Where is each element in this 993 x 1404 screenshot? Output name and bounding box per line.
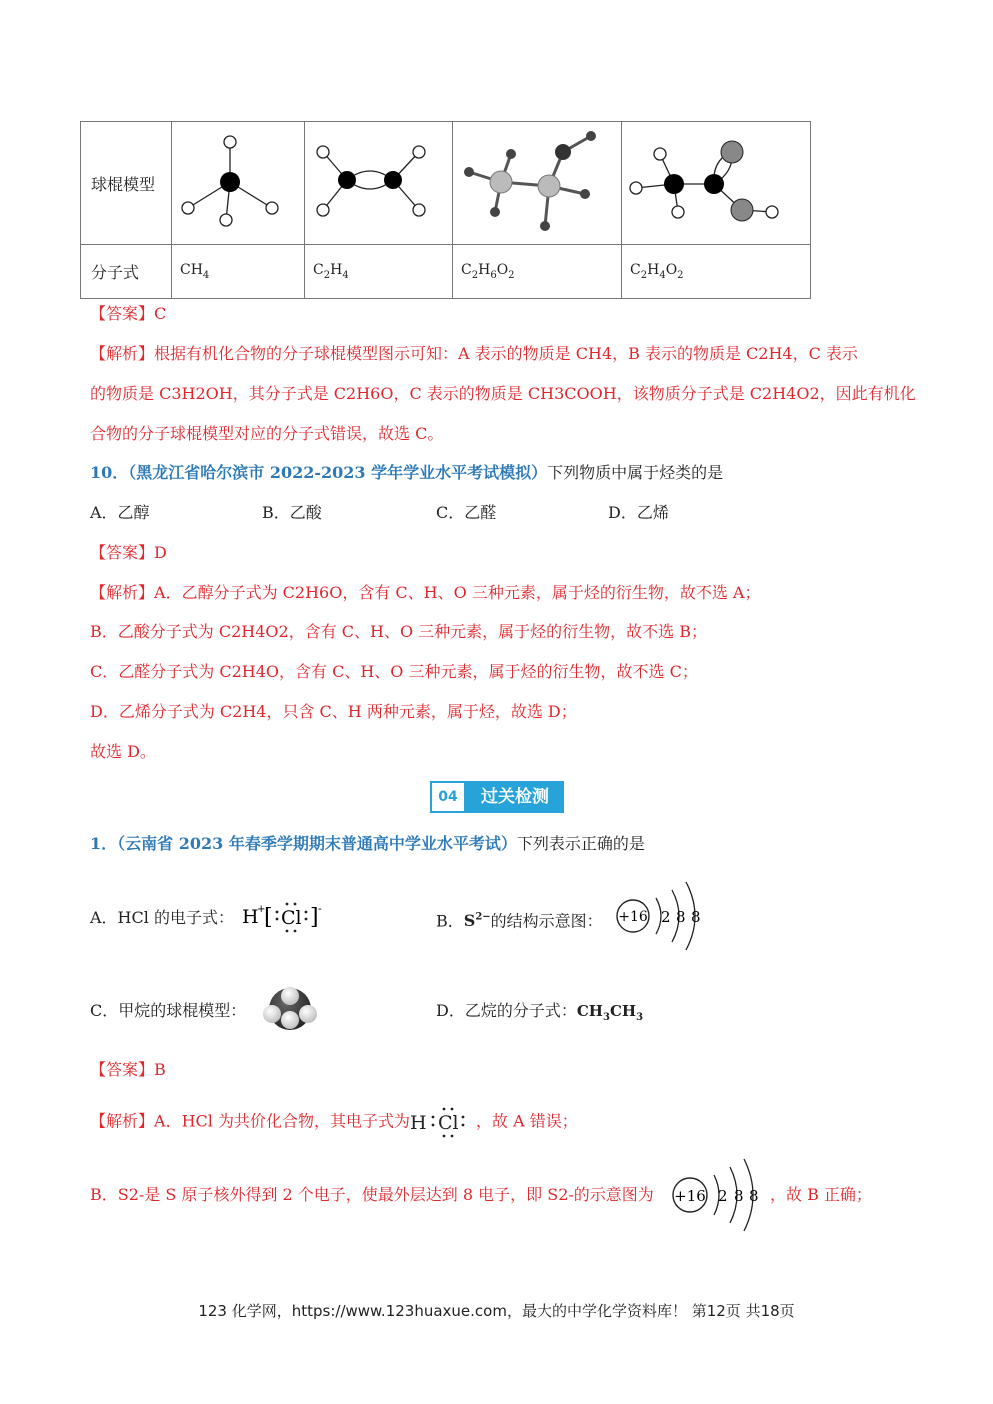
methane-space-filling-image xyxy=(258,984,322,1034)
formula-ch4: $CH_4$ xyxy=(172,245,305,299)
model-c2h6o2 xyxy=(453,122,622,245)
question-source: （黑龙江省哈尔滨市 2022-2023 学年学业水平考试模拟） xyxy=(128,463,548,482)
page-footer: 123 化学网，https://www.123huaxue.com，最大的中学化学资料库！ 第12页 共18页 xyxy=(198,1302,795,1320)
q1-option-c: C．甲烷的球棍模型： xyxy=(90,1001,247,1020)
analysis-text: 根据有机化合物的分子球棍模型图示可知：A 表示的物质是 CH4，B 表示的物质是 C2H4，C 表示 xyxy=(154,344,858,363)
q10-option-d: D．乙烯 xyxy=(608,503,669,522)
q1-stem xyxy=(90,834,645,854)
analysis-text: A．乙醇分子式为 C2H6O，含有 C、H、O 三种元素，属于烃的衍生物，故不选 A； xyxy=(154,583,761,602)
methane-model-image xyxy=(172,122,304,240)
analysis-text: B．S2-是 S 原子核外得到 2 个电子，使最外层达到 8 电子，即 S2-的示意图为 xyxy=(90,1185,654,1204)
shell-1: 2 xyxy=(718,1187,728,1205)
svg-text:[: [ xyxy=(264,905,273,930)
sulfide-structure-diagram xyxy=(614,876,704,956)
answer-tag: 【答案】 xyxy=(90,543,155,562)
svg-text:Cl: Cl xyxy=(437,1112,459,1134)
row-label-ball-stick: 球棍模型 xyxy=(81,122,172,245)
sulfide-ion: $S^{2-}$ xyxy=(463,911,491,931)
section-badge xyxy=(430,781,564,813)
acetic-acid-model-image xyxy=(622,122,810,240)
analysis-text: A．HCl 为共价化合物，其电子式为 xyxy=(154,1111,410,1131)
q1-option-d xyxy=(436,1001,643,1028)
q1-answer xyxy=(90,1060,166,1080)
svg-text:+16: +16 xyxy=(618,909,648,925)
ethane-formula: $CH_3CH_3$ xyxy=(576,1002,644,1023)
q10-option-a: A．乙醇 xyxy=(90,503,150,522)
sulfide-structure-diagram-analysis xyxy=(668,1155,764,1235)
svg-text:]: ] xyxy=(310,905,319,930)
q1-analysis-b-end: ，故 B 正确； xyxy=(770,1185,872,1204)
answer-tag: 【答案】 xyxy=(90,1060,155,1079)
row-label-formula: 分子式 xyxy=(81,245,172,299)
question-number: 1． xyxy=(90,834,118,853)
nucleus-charge: +16 xyxy=(674,1187,706,1205)
q1-option-a: A．HCl 的电子式： xyxy=(90,908,234,927)
svg-text:2: 2 xyxy=(661,908,671,926)
analysis-tag: 【解析】 xyxy=(90,1111,155,1131)
answer-value: D xyxy=(154,543,167,562)
q1-analysis-a xyxy=(90,1105,578,1139)
q10-analysis-d: D．乙烯分子式为 C2H4，只含 C、H 两种元素，属于烃，故选 D； xyxy=(90,702,577,721)
analysis-tag: 【解析】 xyxy=(90,583,155,602)
q1-analysis-b xyxy=(90,1185,654,1205)
question-number: 10． xyxy=(90,463,129,482)
q10-analysis-conclusion: 故选 D。 xyxy=(90,742,156,761)
shell-3: 8 xyxy=(749,1187,759,1205)
q10-analysis-b: B．乙酸分子式为 C2H4O2，含有 C、H、O 三种元素，属于烃的衍生物，故不选 B； xyxy=(90,622,708,641)
q10-option-c: C．乙醛 xyxy=(436,503,497,522)
ethane-diol-model-image xyxy=(453,122,621,240)
formula-c2h4o2: $C_2H_4O_2$ xyxy=(622,245,811,299)
section-title: 过关检测 xyxy=(466,781,564,813)
question-source: （云南省 2023 年春季学期期末普通高中学业水平考试） xyxy=(117,834,517,853)
molecule-table xyxy=(80,121,811,299)
model-ch4 xyxy=(172,122,305,245)
shell-2: 8 xyxy=(734,1187,744,1205)
q9-analysis-line2: 的物质是 C3H2OH，其分子式是 C2H6O，C 表示的物质是 CH3COOH，该物质分子式是 C2H4O2，因此有机化 xyxy=(90,384,916,403)
answer-value: B xyxy=(154,1060,166,1079)
svg-text:8: 8 xyxy=(676,908,686,926)
q10-analysis-a xyxy=(90,583,760,603)
ethylene-model-image xyxy=(305,122,452,240)
svg-text:H: H xyxy=(242,906,259,928)
model-c2h4o2 xyxy=(622,122,811,245)
analysis-text-end: ，故 A 错误； xyxy=(475,1111,578,1131)
model-c2h4 xyxy=(305,122,453,245)
svg-text:-: - xyxy=(318,902,322,915)
answer-value: C xyxy=(154,304,167,323)
option-text: 的结构示意图： xyxy=(490,911,603,931)
hcl-covalent-formula-image xyxy=(410,1105,476,1139)
q10-stem xyxy=(90,463,723,483)
answer-tag: 【答案】 xyxy=(90,304,155,323)
q9-answer xyxy=(90,304,166,324)
q9-analysis-line3: 合物的分子球棍模型对应的分子式错误，故选 C。 xyxy=(90,424,444,443)
svg-text:Cl: Cl xyxy=(281,907,302,929)
option-text: D．乙烷的分子式： xyxy=(436,1001,577,1020)
svg-text:+: + xyxy=(257,904,266,915)
svg-text:8: 8 xyxy=(691,908,701,926)
svg-text:H: H xyxy=(409,1112,427,1134)
question-text: 下列表示正确的是 xyxy=(516,834,645,853)
formula-c2h6o2: $C_2H_6O_2$ xyxy=(453,245,622,299)
section-number: 04 xyxy=(430,781,466,813)
q10-analysis-c: C．乙醛分子式为 C2H4O，含有 C、H、O 三种元素，属于烃的衍生物，故不选 C； xyxy=(90,662,698,681)
formula-c2h4: $C_2H_4$ xyxy=(305,245,453,299)
q10-answer xyxy=(90,543,167,563)
option-letter: B． xyxy=(436,911,464,931)
analysis-tag: 【解析】 xyxy=(90,344,155,363)
q9-analysis-line1 xyxy=(90,344,858,364)
hcl-electron-formula-image xyxy=(242,896,328,936)
q10-option-b: B．乙酸 xyxy=(262,503,322,522)
question-text: 下列物质中属于烃类的是 xyxy=(547,463,724,482)
q1-option-b xyxy=(436,908,603,931)
